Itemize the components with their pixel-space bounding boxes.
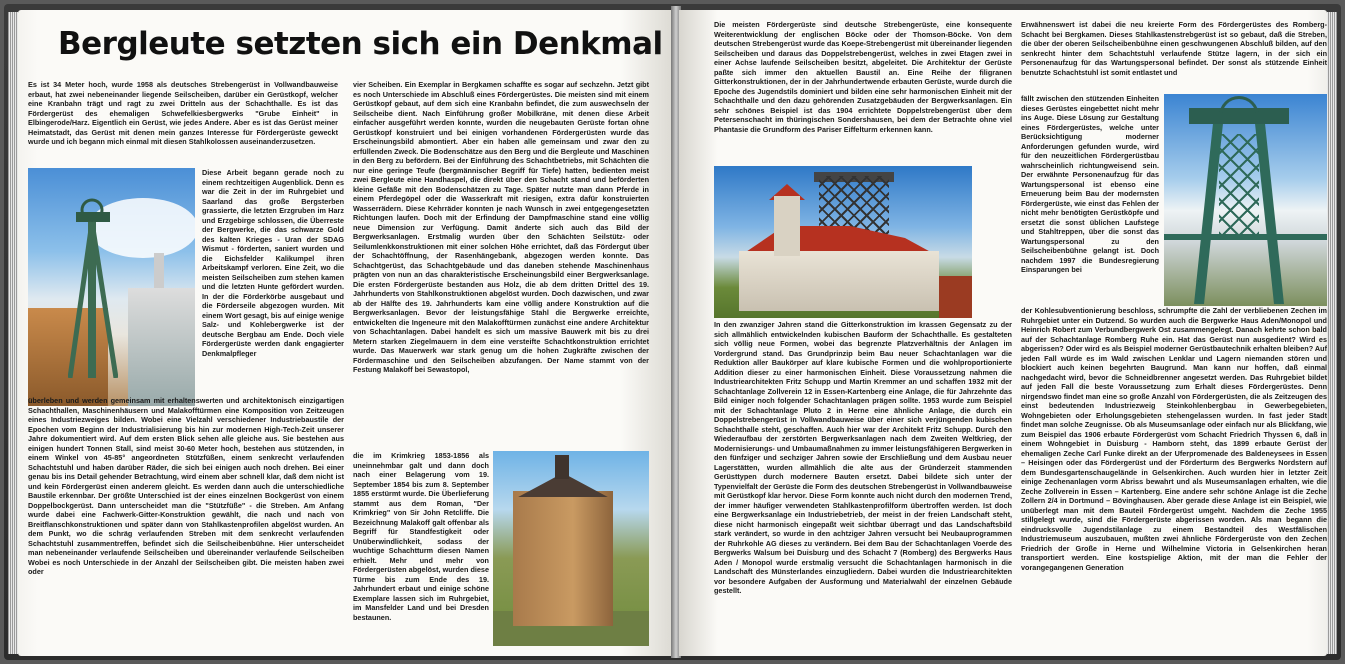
headframe-photo-elbingerode [28,168,195,406]
headframe-icon [68,198,118,378]
column-1-text: überleben und werden gemeinsam mit erhaltenswerten und architektonisch einzigartigen Schachthallen, Maschinenhäusern und Malakofftürmen eine Komposition von Zeitzeugen eines Industriezweiges bilden. Wobei eine Vielzahl verschiedener Industriebaustile der Epochen vom Beginn der Industrialisierung bis hin zur modernen High-Tech-Zeit unserer Jahre dokumentiert wird. Auf dem ersten Blick sehen alle gleiche aus. Sie bestehen aus einigen hundert Tonnen Stall, sind meist 30-60 Meter hoch, bestehen aus stützenden, in einem Winkel von 45-85° angeordneten Stützfüßen, einem senkrecht verlaufenden Schachtstuhl und haben darüber Räder, die sich bei einigen auch noch drehen. Bei einer genau bis ins Detail gehender Betrachtung, wird einem aber schnell klar, daß dem nicht ist und kein Fördergerüst einen anderem gleicht. Es werden dann auch die unterschiedliche Baustile erkennbar. Der größte Unterschied ist der eines einzelnen Bockgerüst von einem Doppelbockgerüst. Dann unterscheidet man die "Stützfüße" - die Streben. Am Anfang wurde dabei eine Fachwerk-Gitter-Konstruktion gewählt, die nach und nach von Breitflanschkonstruktionen und später dann von Stahlkastenprofilen abgelöst wurden. An dem Punkt, wo die schräg verlaufenden Streben mit dem senkrecht verlaufenden Schachtstuhl zusammentreffen, befindet sich die Seilscheibenbühne. Hier unterscheidet man nebeneinander verlaufende Seilscheiben und übereinander verlaufende Seilscheiben Wobei es noch Unterschiede in der Anzahl der Seilscheiben gibt. Die meisten haben zwei oder [28,396,344,576]
column-4-beside-photo: fällt zwischen den stützenden Einheiten dieses Gerüstes eingebettet nicht mehr ins Auge. Diese Lösung zur Gestaltung eines Fördergerüstes, welche unter Berücksichtigung moderner Anforderungen gefunden wurde, wird für den neuzeitlichen Fördergerüstbau wahrscheinlich richtungweisend sein. Der erwähnte Personenaufzug für das Wartungspersonal ist ebenso eine Erneuerung beim Bau der modernsten Fördergerüste, wie einst das Fehlen der nicht mehr benötigten Gerüstköpfe und ersetzt die sonst üblichen Laufstege und Stahltreppen, über die sonst das Wartungspersonal zu den Seilscheibenbühne gelangt ist. Doch nachdem 1997 die Bundesregierung Einsparungen bei [1021,94,1159,274]
malakoff-tower-photo [493,451,649,646]
column-2-beside-photo: die im Krimkrieg 1853-1856 als uneinnehmbar galt und dann doch nach einer Belagerung vom 19. September 1854 bis zum 8. September 1855 erstürmt wurde. Die Überlieferung stammt aus dem Roman, "Der Krimkrieg" von Sir John Retcliffe. Die Bezeichnung Malakoff galt offenbar als Begriff für Standfestigkeit oder Unüberwindlichkeit, sodass der wuchtige Schachtturm diesen Namen erhielt. Mehr und mehr von Fördergerüsten abgelöst, wurden diese Türme bis zum Ende des 19. Jahrhundert erbaut und einige schöne Exemplare lassen sich im Ruhrgebiet, im Mansfelder Land und bei Dresden bestaunen. [353,451,489,622]
zollverein-photo [714,166,972,318]
intro-text: Es ist 34 Meter hoch, wurde 1958 als deutsches Strebengerüst in Vollwandbauweise erbaut, hat zwei nebeneinander liegende Seilscheiben, darüber ein Gerüstkopf, welcher eine Kranbahn trägt und ragt zu zwei Dritteln aus der Schachthalle. Es ist das Fördergerüst des ehemaligen Schwefelkiesbergwerks "Grube Einheit" in Elbingerode/Harz. Eigentlich ein Gerüst, wie jedes Andere. Aber es ist das Gerüst meiner Heimatstadt, das Gerüst mit denen mein ganzes Interesse für Fördergerüste geweckt wurde und ich begann mich einmal mit diesen Stahlkolossen auseinanderzusetzen. [28,80,338,146]
romberg-headframe-photo [1164,94,1327,306]
magazine-spread [4,4,1341,660]
right-page [679,10,1327,656]
page-edges-right [1327,12,1337,654]
beside-photo-text: Diese Arbeit begann gerade noch zu einem rechtzeitigen Augenblick. Denn es war die Zeit in der im Ruhrgebiet und Saarland das große Bergsterben grassierte, die letzten Erzgruben im Harz und Erzgebirge schlossen, die Überreste der Bergwerke, die das schwarze Gold des kalten Krieges - Uran der SDAG Wismut - förderten, saniert wurden und die Eichsfelder Kalikumpel ihren Arbeitskampf verloren. Eine Zeit, wo die meisten Seilscheiben zum stehen kamen und die letzten Hunte gefördert wurden. In der die Förderkörbe ausgebaut und die Förderseile abgezogen wurden. Mit einem Wort gesagt, bis auf einige wenige Salz- und Kohlebergwerke ist der deutsche Bergbau am Ende. Doch viele Fördergerüste werden dank engagierter Denkmalpfleger [202,168,344,358]
column-4-text: Erwähnenswert ist dabei die neu kreierte Form des Fördergerüstes des Romberg-Schacht bei Bergkamen. Dieses Stahlkastenstrebgerüst ist so gebaut, daß die Streben, die über der oberen Seilscheibenbühne einen geschwungenen Abschluß bilden, auf den senkrecht hinter dem Schachtstuhl verlaufende Stütze lagern, in der sich ein Personenaufzug für das Wartungspersonal befindet. Der sonst als stützende Einheit benutzte Schachtstuhl ist somit entlastet und [1021,20,1327,77]
column-3-rest: In den zwanziger Jahren stand die Gitterkonstruktion im krassen Gegensatz zu der sich allmählich entwickelnden kubischen Bauform der Schachthalle. Es gestalteten sich völlig neue Formen, wobei das begrenzte Platzverhältnis der Anlagen im Vordergrund stand. Das Grundprinzip beim Bau neuer Schachtanlagen war die Reduktion aller Baukörper auf klare kubische Formen und die wohlproportionierte Addition dieser zu einer harmonischen Einheit. Diese Voraussetzung nahmen die Industriearchitekten Fritz Schupp und Martin Kremmer an und schaffen 1932 mit der Schachtanlage Zollverein 12 in Essen-Kartenberg eine Anlage, die für Jahrzehnte das Bild einiger noch folgender Schachtanlagen prägen sollte. 1953 wurde zum Beispiel mit der Schachtanlage Pluto 2 in Herne eine ähnliche Anlage, die durch ein Doppelstrebengerüst in Vollwandbauweise über einer sich verjüngenden kubischen Schachthalle steht, geschaffen. Auch hier war der Architekt Fritz Schupp. Durch den Wiederaufbau der zerstörten Bergwerksanlagen nach dem Zweiten Weltkrieg, der Modernisierungs- und Umbaumaßnahmen zu immer leistungsfähigeren Bergwerken in den fünfziger und sechziger Jahren sowie der Erschließung und dem Ausbau neuer Lagerstätten, wurden allmählich die alte aus der Gründerzeit stammenden Gerüsttypen durch modernere Bauten ersetzt. Dabei bildete sich unter der Typenvielfalt der Gerüste die Form des deutschen Strebengerüst in Vollwandbauweise mit Gerüstkopf klar hervor. Diese Form konnte auch nicht durch den modernen Trend, der immer häufiger verwendeten Stahlkastenprofilform übertroffen werden. Ist doch eine Bergwerksanlage ein Industriebetrieb, der meist in der freien Landschaft steht, diese nicht harmonisch eingepaßt weit sichtbar überragt und das Landschaftsbild stark verändert, so wurde in den achtziger Jahren versucht bei Neubauprogrammen der Ruhrkohle AG dieses zu verändern. Bei dem Bau der Schachtanlagen Voerde des Bergwerks Walsum bei Duisburg und des Schacht 7 (Romberg) des Bergwerks Haus Aden / Monopol wurde erstmalig versucht die Schachtanlagen harmonisch in die Landschaft des Münsterlandes einzugliedern. Dabei wurden die Industriearchitekten vor besondere Aufgaben der Ausformung und Materialwahl der einzelnen Gebäude gestellt. [714,320,1012,595]
column-2-text: vier Scheiben. Ein Exemplar in Bergkamen schaffte es sogar auf sechzehn. Jetzt gibt es noch Unterschiede im Abschluß eines Fördergerüstes. Die meisten sind mit einem Gerüstkopf gebaut, auf dem sich eine Kranbahn befindet, die zum auswechseln der Seilscheibe dient. Nach Einführung großer Mobilkräne, mit denen diese Arbeit einfacher ausgeführt werden konnte, wurden die neugebauten Gerüste fortan ohne Gerüstkopf konstruiert und bei einigen vorhandenen Fördergerüsten wurde das Erscheinungsbild abmontiert. Aber ein haben alle gemeinsam und zwar den zu erfüllenden Zweck. Die Bodenschätze aus den Berg und die Bergleute und Maschinen in den Berg zu befördern. Bei der Einführung des Schachtbetriebs, mit Schächten die nur eine geringe Teufe (bergmännischer Begriff für Tiefe) hatten, bedienten meist zwei Bergleute eine Handhaspel, die direkt über den Schacht stand und beförderten kleine Gefäße mit den Bodenschätzen zu Tage. Später nutzte man dann Pferde in einem Pferdegöpel oder die Wasserkraft mit riesigen, extra dafür konstruierten Wasserrädern. Diese Kehrräder konnten je nach Wunsch in zwei entgegengesetzten Richtungen laufen. Doch mit der Erfindung der Dampfmaschine stand eine völlig neue Dimension zur Verfügung. Damit änderte sich auch das Bild der Bergwerksanlagen. Erstmalig wurden über den Schächten Seilstütz- oder Seilumlenkkonstruktionen mit einer solchen Höhe errichtet, daß das Fördergut über der Schachtöffnung, der Rasenhängebank, abgezogen werden konnte. Das Schachtgerüst, das Schachtgebäude und das daneben stehende Maschinenhaus prägten von nun an das charakteristische Erscheinungsbild einer Bergwerksanlage. Die ersten Fördergerüste bestanden aus Holz, die ab dem dritten Drittel des 19. Jahrhunderts von Stahlkonstruktionen abgelöst wurden. Doch dazwischen, und zwar ab der Hälfte des 19. Jahrhunderts kam eine völlig andere Konstruktion auf die Bergwerksanlagen. Bevor der leistungsfähige Stahl die Bergwerke erreichte, entwickelten die Ingeneure mit den Malakofftürmen zunächst eine andere Architektur von Schachtanlagen. Dabei handelt es sich um massive Bauwerk mit bis zu drei Metern starken Ziegelmauern in dem eine versteifte Schachtkonstruktion errichtet wurde. Das Mauerwerk war stark genug um die hohen Zugkräfte zwischen der Fördermaschine und den Seilscheiben abzufangen. Der Name stammt von der Festung Malakoff bei Sewastopol, [353,80,649,374]
column-3-text: Die meisten Fördergerüste sind deutsche Strebengerüste, eine konsequente Weiterentwicklung der englischen Böcke oder der Thomson-Böcke. Von dem deutschen Strebengerüst wurde das Koepe-Strebengerüst mit übereinander liegenden Seilscheiben und daraus das Doppelstrebengerüst, welches in zwei Etagen zwei in einer Achse laufende Seilscheiben besitzt, abgeleitet. Die Architektur der Gerüste paßte sich immer den aktuellen Baustil an. Eine Reihe der filigranen Gitterkonstruktionen, der in der Jahrhundertwende erbauten Gerüste, wurde durch die Epoche des Jugendstils dominiert und bilden eine sehr harmonischen Einheit mit der Schachthalle und den dazu gehörenden Zusatzgebäuden der Bergwerksanlagen. Ein sehr schönes Beispiel ist das 1904 errichtete Doppelstrebengerüst über dem Petersenschacht im thüringischen Sondershausen, bei dem der Betrachte ohne viel Phantasie die Grundform des Pariser Eiffelturm erkennen kann. [714,20,1012,134]
article-title: Bergleute setzten sich ein Denkmal [58,26,663,62]
page-edges-left [8,12,18,654]
intro-paragraph [28,80,338,168]
left-page [18,10,673,656]
column-4-rest: der Kohlesubventionierung beschloss, schrumpfte die Zahl der verbliebenen Zechen im Ruhrgebiet unter ein Dutzend. So wurden auch die Bergwerke Haus Aden/Monopol und Heinrich Robert zum Verbundbergwerk Ost zusammengelegt. Danach kehrte schon bald auf der Schachtanlage Romberg Ruhe ein. Hat das Gerüst nun ausgedient? Wird es abgerissen? Oder wird es als Beispiel moderner Gerüstbautechnik erhalten bleiben? Auf jeden Fall würde es im Wald zwischen Lenklar und Lagern niemanden stören und blockiert auch keinen begehrten Baugrund. Man kann nur hoffen, daß einmal nachgedacht wird, bevor die Schneidbrenner angesetzt werden. Das Ruhrgebiet bildet auf jeden Fall die beste Voraussetzung zum Erhalt dieses Fördergerüstes. Denn nirgendswo findet man eine so große Anzahl von Fördergerüsten, die als Zeitzeugen des einst bedeutenden Industriezweig Steinkohlenbergbau in Gewerbegebieten, Wohngebieten oder Erholungsgebieten stehengelassen wurden. In fast jeder Stadt findet man solche Zeugnisse. Ob als Museumsanlage oder einfach nur als Blickfang, wie zum Beispiel das 1906 erbaute Fördergerüst vom Schacht Friedrich Thyssen 6, daß in einem Wohngebiet in Duisburg - Hamborn steht, das 1899 erbaute Gerüst der ehemaligen Zeche Carl Funke direkt an der Uferpromenade des Baldeneysees in Essen – Heisingen oder das Fördergerüst und der Förderturm des Bergwerks Nordstern auf dem Bundesgartenschaugelände in Gelsenkirchen. Auch wurden hier in letzter Zeit einige Zechenanlagen vorm Abriss bewahrt und als Museumsanlagen erhalten, wie die Zeche Zollverein in Essen – Kartenberg. Eine andere sehr schöne Anlage ist die Zeche Zollern 2/4 in Dortmund – Bövinghausen. Aber gerade diese Anlage ist ein Beispiel, wie unüberlegt man mit dem Bauteil Fördergerüst umgeht. Nachdem die Zeche 1955 stillgelegt wurde, sind die Fördergerüste abgerissen worden. Als man begann die eindrucksvolle Jugendstilanlage zu einem Bestandteil des Westfälischen Industriemuseum auszubauen, mußten zwei ähnliche Fördergerüste von den Zechen Friedrich der Große in Herne und Wilhelmine Victoria in Gelsenkirchen heran transportiert werden. Eine kostspielige Aktion, mit der man die Fehler der vorangegangenen Generation [1021,306,1327,572]
